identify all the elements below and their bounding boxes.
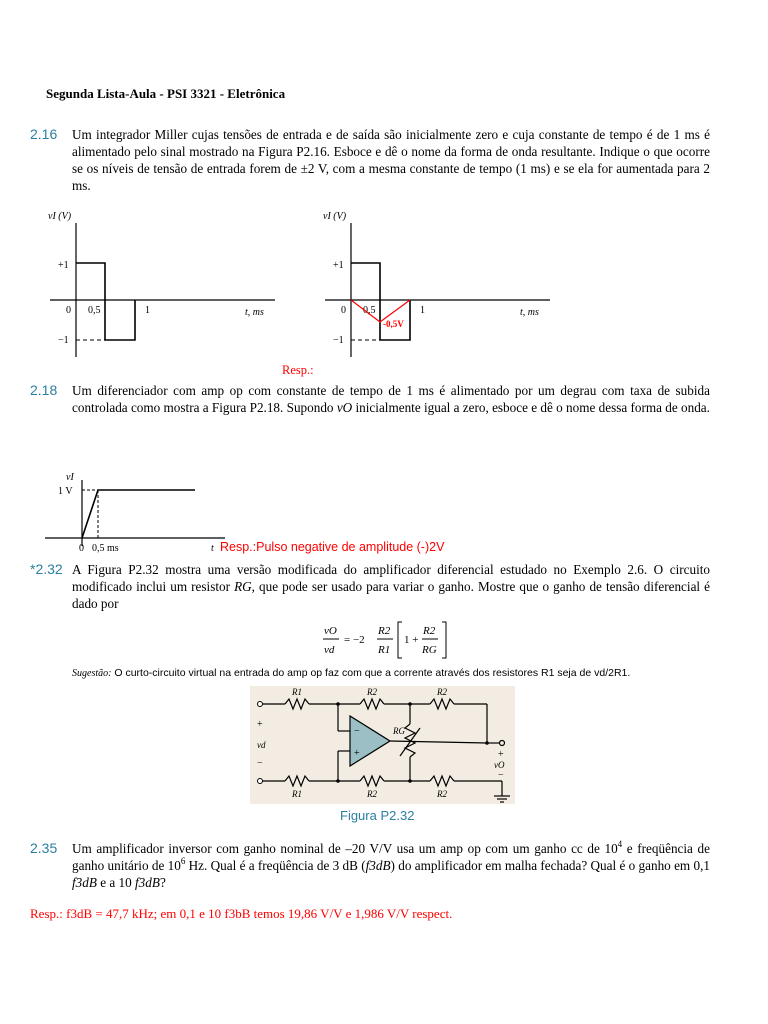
tick-05: 0,5	[88, 305, 101, 316]
tick-05-2: 0,5	[363, 305, 376, 316]
label-op-minus: −	[354, 726, 360, 737]
f3db-2: f3dB	[72, 875, 97, 890]
problem-number-232: *2.32	[30, 561, 63, 577]
label-plus-out: +	[498, 749, 504, 760]
answer-annotation: -0,5V	[383, 319, 404, 329]
label-minus-in: −	[257, 758, 263, 769]
gain-equation	[318, 620, 458, 660]
graph-p216-answer	[315, 205, 575, 365]
problem-number-235: 2.35	[30, 840, 58, 856]
tick-1: 1	[145, 305, 150, 316]
tick-plus1: +1	[58, 260, 69, 271]
input-waveform	[76, 263, 135, 340]
f3db-3: f3dB	[135, 875, 160, 890]
p232-text-a: A Figura P2.32 mostra uma versão modificada do amplificador diferencial estudado no Exemplo 2.6. O circuito modificado inclui um resistor	[72, 562, 710, 594]
node-2	[408, 702, 412, 706]
label-r2-top-b: R2	[437, 687, 447, 697]
label-r1-top: R1	[292, 687, 302, 697]
x-label-2: t, ms	[520, 307, 539, 318]
tick-05ms: 0,5 ms	[92, 543, 119, 554]
tick-plus1-2: +1	[333, 260, 344, 271]
exp-6: 6	[180, 856, 186, 866]
eq-bracket-left	[398, 622, 402, 658]
problem-number-216: 2.16	[30, 126, 58, 142]
eq-one-plus: 1 +	[404, 634, 419, 646]
eq-rg: RG	[422, 644, 437, 656]
problem-216-text: Um integrador Miller cujas tensões de entrada e de saída são inicialmente zero e cuja constante de tempo é de 1 ms é alimentado pelo sinal mostrado na Figura P2.16. Esboce e dê o nome da forma de onda resultante. Indique o que ocorre se os níveis de tensão de entrada forem de ±2 V, com a mesma constante de tempo (1 ms) e se ela for aumentada para 2 ms.	[72, 127, 710, 193]
input-terminal-top	[258, 702, 263, 707]
label-vd: vd	[257, 740, 266, 750]
ramp-step-waveform	[82, 490, 195, 538]
x-label-218: t	[211, 543, 214, 554]
problem-number-218: 2.18	[30, 382, 58, 398]
tick-0-2: 0	[341, 305, 346, 316]
eq-vd: vd	[324, 644, 335, 656]
answer-218: Resp.:Pulso negative de amplitude (-)2V	[220, 540, 445, 554]
label-minus-out: −	[498, 770, 504, 781]
p218-text-b: inicialmente igual a zero, esboce e dê o nome dessa forma de onda.	[355, 400, 710, 415]
p235-text-c: Hz. Qual é a freqüência de 3 dB (	[185, 858, 366, 873]
tick-minus1-2: −1	[333, 335, 344, 346]
p235-text-d: ) do amplificador em malha fechada? Qual é o ganho em 0,1	[390, 858, 710, 873]
graph-ylabel-218: vI	[66, 472, 74, 483]
eq-r1: R1	[378, 644, 391, 656]
p235-text-a: Um amplificador inversor com ganho nominal de –20 V/V usa um amp op com um ganho cc de 10	[72, 841, 618, 856]
graph-p216-input	[40, 205, 300, 365]
node-3	[336, 779, 340, 783]
graph-ylabel: vI (V)	[48, 211, 72, 222]
eq-vo: vO	[324, 625, 337, 637]
label-rg: RG	[393, 726, 405, 736]
tick-0: 0	[66, 305, 71, 316]
vo-symbol: vO	[336, 400, 353, 415]
answer-216-label: Resp.:	[282, 363, 314, 377]
problem-232-text	[72, 561, 710, 612]
graph-ylabel-2: vI (V)	[323, 211, 347, 222]
p235-text-f: ?	[159, 875, 166, 890]
input-terminal-bottom	[258, 779, 263, 784]
hint	[72, 667, 732, 679]
f3db-1: f3dB	[365, 858, 391, 873]
hint-label: Sugestão:	[72, 668, 112, 679]
node-out	[485, 741, 489, 745]
label-r2-bot-a: R2	[367, 789, 377, 799]
p218-text-a: Um diferenciador com amp op com constante de tempo de 1 ms é alimentado por um degrau com taxa de subida controlada como mostra a Figura P2.18. Supondo	[72, 383, 710, 415]
graph-p218-input	[40, 468, 230, 558]
tick-0-218: 0	[79, 543, 84, 554]
node-4	[408, 779, 412, 783]
label-vo: vO	[494, 760, 505, 770]
eq-minus-two: = −2	[344, 634, 365, 646]
problem-235-text	[72, 840, 710, 891]
figure-caption: Figura P2.32	[340, 808, 415, 823]
label-plus-in: +	[257, 719, 263, 730]
label-op-plus: +	[354, 748, 360, 759]
label-r1-bot: R1	[292, 789, 302, 799]
node-1	[336, 702, 340, 706]
rg-symbol: RG	[234, 579, 252, 594]
tick-minus1: −1	[58, 335, 69, 346]
p232-text-b: , que pode ser usado para variar o ganho. Mostre que o ganho de tensão diferencial é dado por	[72, 579, 711, 611]
exp-4: 4	[617, 839, 623, 849]
answer-235: Resp.: f3dB = 47,7 kHz; em 0,1 e 10 f3bB temos 19,86 V/V e 1,986 V/V respect.	[30, 906, 453, 921]
eq-r2: R2	[378, 625, 391, 637]
problem-218-text	[72, 382, 710, 416]
eq-r2-b: R2	[423, 625, 436, 637]
page-title: Segunda Lista-Aula - PSI 3321 - Eletrônica	[46, 86, 286, 101]
circuit-p232	[250, 686, 515, 804]
p235-text-b: e freqüência de ganho unitário de 10	[72, 841, 710, 873]
label-r2-top-a: R2	[367, 687, 377, 697]
tick-1-2: 1	[420, 305, 425, 316]
p235-text-e: e a 10	[100, 875, 132, 890]
eq-bracket-right	[442, 622, 446, 658]
tick-1v: 1 V	[58, 486, 73, 497]
label-r2-bot-b: R2	[437, 789, 447, 799]
hint-text: O curto-circuito virtual na entrada do amp op faz com que a corrente através dos resistores R1 seja de vd/2R1.	[114, 667, 631, 679]
x-label: t, ms	[245, 307, 264, 318]
